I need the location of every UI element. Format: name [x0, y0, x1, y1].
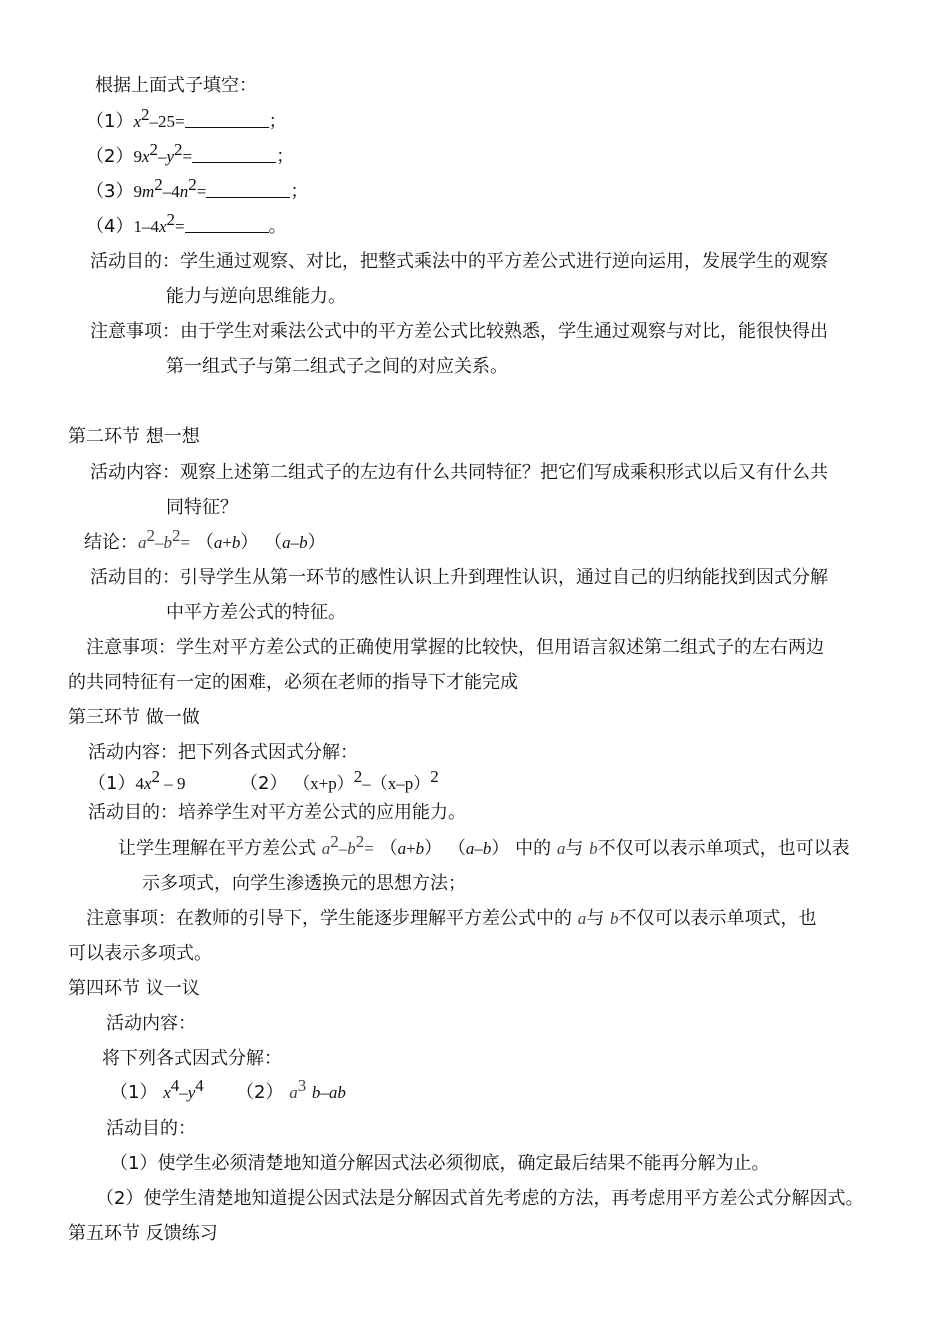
fill-item-2: $(2)9x^2-y^2=$ ；	[86, 140, 295, 167]
s4-instruction: 将下列各式因式分解：	[102, 1048, 282, 1069]
s3-sub-line-2: 示多项式，向学生渗透换元的思想方法；	[142, 873, 466, 894]
s2-note-line-2: 的共同特征有一定的困难，必须在老师的指导下才能完成	[68, 672, 518, 693]
answer-blank[interactable]	[192, 147, 276, 163]
section-3-title: 第三环节 做一做	[68, 707, 200, 728]
s2-goal-line-2: 中平方差公式的特征。	[166, 602, 346, 623]
s2-goal-line-1: 活动目的：引导学生从第一环节的感性认识上升到理性认识，通过自己的归纳能找到因式分解	[90, 567, 828, 588]
s4-exercise-2: （2） $a^3$ b–ab	[236, 1076, 346, 1103]
s2-content-line-1: 活动内容：观察上述第二组式子的左边有什么共同特征？把它们写成乘积形式以后又有什么共	[90, 462, 828, 483]
answer-blank[interactable]	[206, 182, 290, 198]
fill-item-4: $(4)1-4x^2=$ 。	[86, 210, 287, 237]
s2-conclusion: 结论：$a^2-b^2= (a+b)$ （a–b）	[84, 526, 326, 553]
s1-goal-line-1: 活动目的：学生通过观察、对比，把整式乘法中的平方差公式进行逆向运用，发展学生的观察	[90, 251, 828, 272]
s4-content-label: 活动内容：	[106, 1013, 196, 1034]
s3-note-line-2: 可以表示多项式。	[68, 943, 212, 964]
fill-intro: 根据上面式子填空：	[95, 75, 257, 96]
s4-goal-2: （2）使学生清楚地知道提公因式法是分解因式首先考虑的方法，再考虑用平方差公式分解因式。	[96, 1188, 864, 1209]
s4-goal-label: 活动目的：	[106, 1118, 196, 1139]
s3-goal: 活动目的：培养学生对平方差公式的应用能力。	[88, 802, 466, 823]
s1-note-line-1: 注意事项：由于学生对乘法公式中的平方差公式比较熟悉，学生通过观察与对比，能很快得出	[90, 321, 828, 342]
s3-exercise-1: $(1)4x^2 - 9$	[88, 767, 186, 794]
section-4-title: 第四环节 议一议	[68, 978, 200, 999]
s2-note-line-1: 注意事项：学生对平方差公式的正确使用掌握的比较快，但用语言叙述第二组式子的左右两边	[86, 637, 824, 658]
answer-blank[interactable]	[185, 112, 269, 128]
s3-note-line-1: 注意事项：在教师的引导下，学生能逐步理解平方差公式中的 a与 b不仅可以表示单项式，也	[86, 908, 817, 929]
answer-blank[interactable]	[185, 217, 269, 233]
s4-goal-1: （1）使学生必须清楚地知道分解因式法必须彻底，确定最后结果不能再分解为止。	[110, 1153, 770, 1174]
s1-note-line-2: 第一组式子与第二组式子之间的对应关系。	[166, 356, 508, 377]
section-5-title: 第五环节 反馈练习	[68, 1223, 218, 1244]
fill-item-3: $(3)9m^2-4n^2=$ ；	[86, 175, 309, 202]
s2-content-line-2: 同特征？	[166, 497, 238, 518]
s3-sub-line-1: 让学生理解在平方差公式 $a^2-b^2= (a+b)$ （a–b） 中的 a与 b不仅可以表示单项式，也可以表	[118, 832, 850, 859]
s3-content: 活动内容：把下列各式因式分解：	[88, 742, 358, 763]
fill-item-1: $(1)x^2-25=$ ；	[86, 105, 287, 132]
s1-goal-line-2: 能力与逆向思维能力。	[166, 286, 346, 307]
s3-exercise-2: （2） $(x+p)^2-(x-p)^2$	[240, 767, 439, 794]
s4-exercise-1: （1） $x^4-y^4$	[110, 1076, 204, 1103]
section-2-title: 第二环节 想一想	[68, 426, 200, 447]
